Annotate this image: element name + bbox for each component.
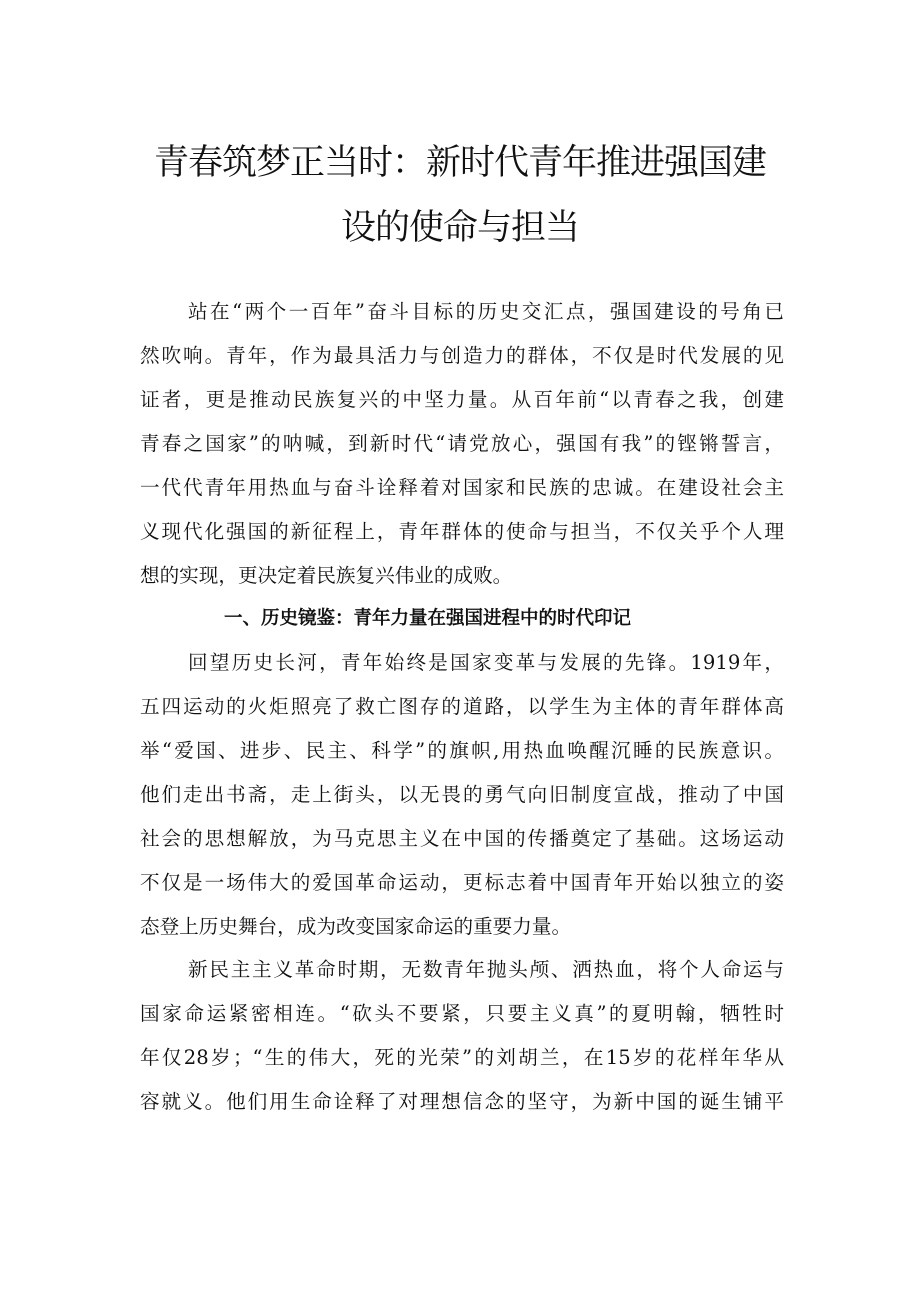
paragraph-line: 站在“两个一百年”奋斗目标的历史交汇点，强国建设的号角已 (188, 300, 784, 323)
paragraph-line: 回望历史长河，青年始终是国家变革与发展的先锋。1919年， (188, 651, 784, 674)
paragraph-line: 然吹响。青年，作为最具活力与创造力的群体，不仅是时代发展的见 (140, 344, 784, 367)
paragraph-line: 义现代化强国的新征程上，青年群体的使命与担当，不仅关乎个人理 (140, 520, 784, 543)
paragraph-line: 一代代青年用热血与奋斗诠释着对国家和民族的忠诚。在建设社会主 (140, 476, 784, 499)
paragraph-line: 青春之国家”的呐喊，到新时代“请党放心，强国有我”的铿锵誓言， (140, 432, 784, 455)
paragraph-line: 国家命运紧密相连。“砍头不要紧，只要主义真”的夏明翰，牺牲时 (140, 1002, 784, 1025)
paragraph-line: 证者，更是推动民族复兴的中坚力量。从百年前“以青春之我，创建 (140, 388, 784, 411)
paragraph-line: 年仅28岁；“生的伟大，死的光荣”的刘胡兰，在15岁的花样年华从 (140, 1046, 784, 1069)
paragraph-line: 举“爱国、进步、民主、科学”的旗帜,用热血唤醒沉睡的民族意识。 (140, 739, 784, 762)
paragraph-line: 他们走出书斋，走上街头，以无畏的勇气向旧制度宣战，推动了中国 (140, 783, 784, 806)
paragraph-line: 不仅是一场伟大的爱国革命运动，更标志着中国青年开始以独立的姿 (140, 871, 784, 894)
paragraph-line: 五四运动的火炬照亮了救亡图存的道路，以学生为主体的青年群体高 (140, 695, 784, 718)
paragraph-line: 新民主主义革命时期，无数青年抛头颅、洒热血，将个人命运与 (188, 958, 784, 981)
paragraph-line: 想的实现，更决定着民族复兴伟业的成败。 (140, 564, 513, 587)
section-heading: 一、历史镜鉴：青年力量在强国进程中的时代印记 (224, 608, 632, 629)
paragraph-line: 态登上历史舞台，成为改变国家命运的重要力量。 (140, 915, 572, 938)
document-title-line-1: 青春筑梦正当时：新时代青年推进强国建 (153, 143, 766, 183)
document-title-line-2: 设的使命与担当 (340, 208, 579, 248)
paragraph-line: 容就义。他们用生命诠释了对理想信念的坚守，为新中国的诞生铺平 (140, 1090, 784, 1113)
paragraph-line: 社会的思想解放，为马克思主义在中国的传播奠定了基础。这场运动 (140, 827, 784, 850)
